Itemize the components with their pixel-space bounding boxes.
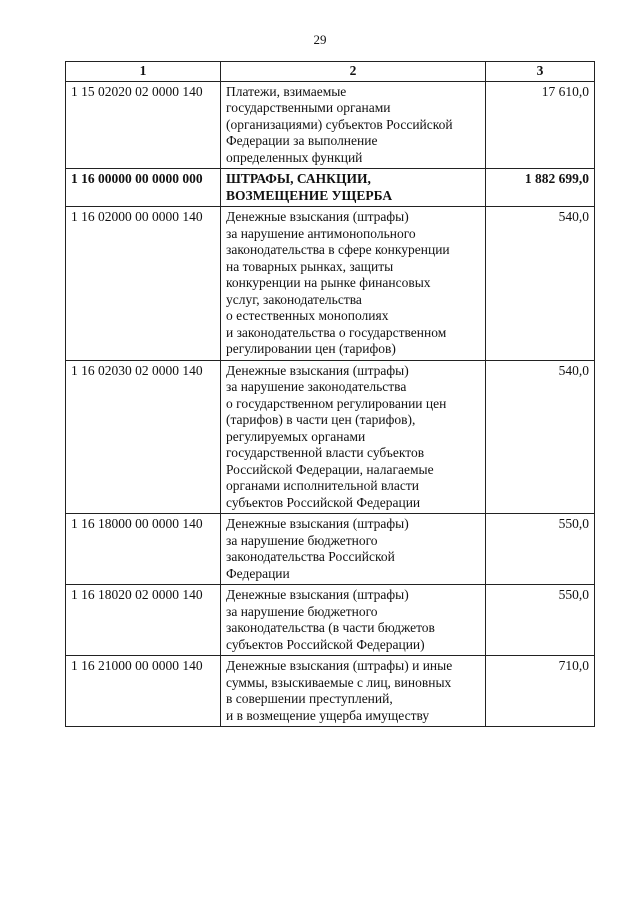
revenue-name-line: государственными органами — [226, 100, 391, 115]
revenue-name-line: услуг, законодательства — [226, 291, 362, 307]
table-row — [66, 656, 595, 727]
budget-code-cell: 1 16 02000 00 0000 140 — [66, 207, 221, 361]
revenue-name-line: в совершении преступлений, — [226, 691, 393, 706]
revenue-name-line: Денежные взыскания (штрафы) и иные — [226, 658, 453, 673]
amount-cell: 710,0 — [486, 656, 595, 727]
column-header-name: 2 — [221, 62, 486, 82]
table-body — [66, 81, 595, 727]
budget-code-cell: 1 16 00000 00 0000 000 — [66, 169, 221, 207]
revenue-name-line: (организациями) субъектов Российской — [226, 116, 453, 132]
revenue-name-line: субъектов Российской Федерации) — [226, 636, 425, 652]
revenue-name-cell — [221, 169, 486, 207]
amount-cell: 550,0 — [486, 585, 595, 656]
amount-cell: 17 610,0 — [486, 81, 595, 169]
revenue-name-cell — [221, 585, 486, 656]
budget-code-cell: 1 16 21000 00 0000 140 — [66, 656, 221, 727]
revenue-name-line: Денежные взыскания (штрафы) — [226, 362, 409, 378]
table-row — [66, 360, 595, 514]
revenue-name-cell — [221, 656, 486, 727]
budget-revenue-table — [65, 61, 595, 727]
revenue-name-cell — [221, 360, 486, 514]
revenue-name-line: Федерации за выполнение — [226, 133, 378, 148]
revenue-name-line: определенных функций — [226, 149, 363, 165]
revenue-name-line: на товарных рынках, защиты — [226, 258, 394, 274]
revenue-name-line: (тарифов) в части цен (тарифов), — [226, 412, 416, 427]
revenue-name-line: Денежные взыскания (штрафы) — [226, 516, 409, 531]
revenue-name-line: Федерации — [226, 565, 290, 581]
revenue-name-line: и в возмещение ущерба имуществу — [226, 707, 430, 723]
revenue-name-line: за нарушение антимонопольного — [226, 225, 416, 241]
amount-cell: 1 882 699,0 — [486, 169, 595, 207]
table-row — [66, 207, 595, 361]
revenue-name-line: регулировании цен (тарифов) — [226, 341, 396, 356]
revenue-name-line: законодательства (в части бюджетов — [226, 620, 435, 635]
amount-cell: 540,0 — [486, 207, 595, 361]
revenue-name-line: Российской Федерации, налагаемые — [226, 461, 434, 477]
table-row — [66, 81, 595, 169]
amount-cell: 550,0 — [486, 514, 595, 585]
revenue-name-line: Платежи, взимаемые — [226, 83, 347, 99]
page-number: 29 — [313, 32, 327, 47]
revenue-name-line: ВОЗМЕЩЕНИЕ УЩЕРБА — [226, 187, 393, 203]
budget-code-cell: 1 16 18000 00 0000 140 — [66, 514, 221, 585]
revenue-name-line: законодательства Российской — [226, 549, 395, 564]
revenue-name-line: суммы, взыскиваемые с лиц, виновных — [226, 674, 452, 690]
budget-code-cell: 1 16 02030 02 0000 140 — [66, 360, 221, 514]
revenue-name-line: ШТРАФЫ, САНКЦИИ, — [226, 171, 371, 186]
table-row — [66, 514, 595, 585]
revenue-name-line: за нарушение законодательства — [226, 379, 407, 394]
revenue-name-line: о государственном регулировании цен — [226, 395, 447, 411]
revenue-name-line: за нарушение бюджетного — [226, 532, 378, 548]
revenue-name-line: конкуренции на рынке финансовых — [226, 275, 431, 290]
revenue-name-cell — [221, 207, 486, 361]
column-header-amount: 3 — [486, 62, 595, 82]
revenue-name-line: Денежные взыскания (штрафы) — [226, 587, 409, 602]
column-header-code: 1 — [66, 62, 221, 82]
revenue-name-line: за нарушение бюджетного — [226, 603, 378, 619]
table-row — [66, 169, 595, 207]
revenue-name-line: регулируемых органами — [226, 428, 366, 444]
revenue-name-cell — [221, 81, 486, 169]
budget-code-cell: 1 16 18020 02 0000 140 — [66, 585, 221, 656]
budget-code-cell: 1 15 02020 02 0000 140 — [66, 81, 221, 169]
revenue-name-line: Денежные взыскания (штрафы) — [226, 209, 409, 224]
revenue-name-line: государственной власти субъектов — [226, 445, 425, 460]
header-row — [66, 62, 595, 82]
revenue-name-line: органами исполнительной власти — [226, 478, 419, 493]
revenue-name-cell — [221, 514, 486, 585]
revenue-name-line: субъектов Российской Федерации — [226, 494, 421, 510]
revenue-name-line: и законодательства о государственном — [226, 324, 447, 340]
amount-cell: 540,0 — [486, 360, 595, 514]
revenue-name-line: законодательства в сфере конкуренции — [226, 242, 450, 257]
revenue-name-line: о естественных монополиях — [226, 308, 389, 323]
table-row — [66, 585, 595, 656]
